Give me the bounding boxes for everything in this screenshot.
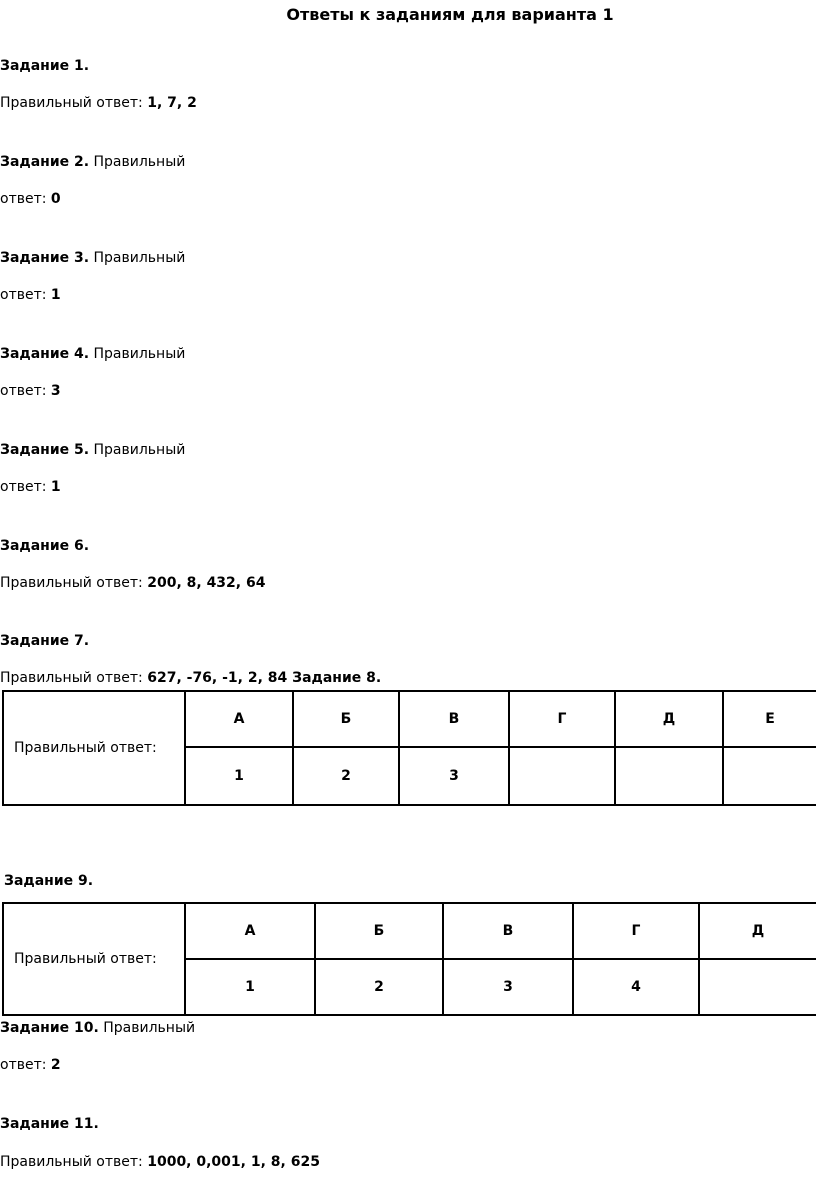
task-1-label: Задание 1.: [0, 58, 90, 74]
task-5-answer: ответ: 1: [0, 479, 61, 495]
task-9-letter: Г: [573, 903, 699, 959]
task-2-answer: ответ: 0: [0, 191, 61, 207]
task-9-row-label: Правильный ответ:: [3, 903, 185, 1015]
task-1-answer: Правильный ответ: 1, 7, 2: [0, 95, 197, 111]
task-8-letter: Д: [615, 691, 723, 747]
task-5-label: Задание 5. Правильный: [0, 442, 186, 458]
task-9-value: 1: [185, 959, 315, 1015]
task-3-label: Задание 3. Правильный: [0, 250, 186, 266]
task-2-label: Задание 2. Правильный: [0, 154, 186, 170]
task-4-answer: ответ: 3: [0, 383, 61, 399]
task-10-answer: ответ: 2: [0, 1057, 61, 1073]
task-8-value: 1: [185, 747, 293, 805]
task-11-label: Задание 11.: [0, 1116, 99, 1132]
task-8-letter: Е: [723, 691, 816, 747]
task-8-row-label: Правильный ответ:: [3, 691, 185, 805]
page-title: Ответы к заданиям для варианта 1: [286, 5, 614, 24]
task-9-value: 2: [315, 959, 443, 1015]
task-8-letter: В: [399, 691, 509, 747]
task-6-answer: Правильный ответ: 200, 8, 432, 64: [0, 575, 266, 591]
task-8-value: [615, 747, 723, 805]
task-8-value: 3: [399, 747, 509, 805]
task-9-letter: А: [185, 903, 315, 959]
task-8-value: 2: [293, 747, 399, 805]
task-9-letter: Д: [699, 903, 816, 959]
task-7-label: Задание 7.: [0, 633, 90, 649]
task-6-label: Задание 6.: [0, 538, 90, 554]
task-9-table: [2, 902, 816, 1016]
task-9-value: 4: [573, 959, 699, 1015]
task-9-label: Задание 9.: [4, 873, 94, 889]
task-8-value: [723, 747, 816, 805]
task-8-letter: А: [185, 691, 293, 747]
task-9-letter: Б: [315, 903, 443, 959]
task-8-label: Задание 8.: [287, 670, 382, 686]
task-3-answer: ответ: 1: [0, 287, 61, 303]
task-9-value: 3: [443, 959, 573, 1015]
task-4-label: Задание 4. Правильный: [0, 346, 186, 362]
task-7-answer: Правильный ответ: 627, -76, -1, 2, 84 Задание 8.: [0, 670, 382, 686]
task-8-value: [509, 747, 615, 805]
task-8-letter: Б: [293, 691, 399, 747]
task-10-label: Задание 10. Правильный: [0, 1020, 196, 1036]
task-8-table: [2, 690, 816, 806]
task-9-value: [699, 959, 816, 1015]
task-9-letter: В: [443, 903, 573, 959]
task-8-letter: Г: [509, 691, 615, 747]
task-11-answer: Правильный ответ: 1000, 0,001, 1, 8, 625: [0, 1154, 320, 1170]
